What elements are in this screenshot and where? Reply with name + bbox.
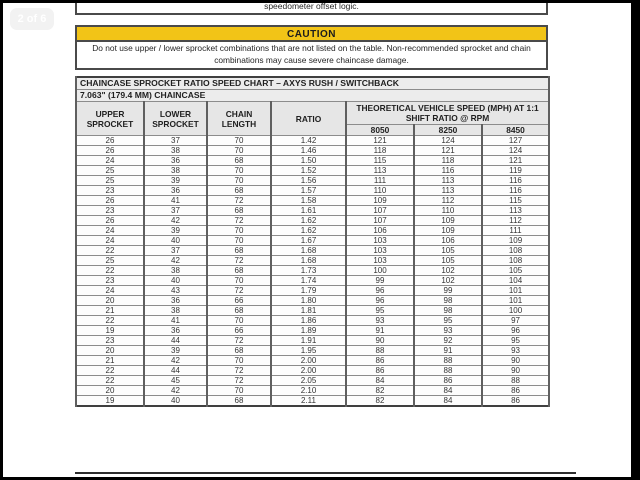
table-cell: 116 [482,176,549,186]
table-cell: 72 [207,336,271,346]
table-cell: 93 [482,346,549,356]
sprocket-ratio-speed-chart [75,76,550,407]
table-cell: 19 [76,326,144,336]
column-header-lower-sprocket: LOWER SPROCKET [144,102,207,136]
table-cell: 1.56 [271,176,346,186]
column-header-rpm-8050: 8050 [346,125,414,136]
table-cell: 24 [76,236,144,246]
table-cell: 22 [76,266,144,276]
table-cell: 22 [76,376,144,386]
table-cell: 68 [207,186,271,196]
table-cell: 98 [414,306,482,316]
table-cell: 90 [482,356,549,366]
table-cell: 88 [414,366,482,376]
table-cell: 1.91 [271,336,346,346]
table-cell: 124 [482,146,549,156]
table-cell: 100 [346,266,414,276]
table-cell: 127 [482,136,549,146]
table-cell: 1.80 [271,296,346,306]
table-cell: 1.61 [271,206,346,216]
table-cell: 37 [144,206,207,216]
table-cell: 96 [346,296,414,306]
table-row [76,306,549,316]
table-cell: 72 [207,256,271,266]
table-cell: 1.58 [271,196,346,206]
table-cell: 23 [76,186,144,196]
table-cell: 22 [76,366,144,376]
table-cell: 86 [482,386,549,396]
table-row [76,256,549,266]
table-row [76,286,549,296]
table-cell: 44 [144,336,207,346]
table-cell: 113 [414,176,482,186]
table-cell: 1.52 [271,166,346,176]
table-cell: 112 [414,196,482,206]
table-cell: 93 [414,326,482,336]
table-cell: 115 [346,156,414,166]
table-cell: 88 [346,346,414,356]
table-row [76,266,549,276]
table-cell: 1.68 [271,256,346,266]
table-cell: 23 [76,336,144,346]
table-cell: 107 [346,216,414,226]
table-cell: 1.95 [271,346,346,356]
table-cell: 121 [482,156,549,166]
table-cell: 43 [144,286,207,296]
table-cell: 2.00 [271,366,346,376]
table-cell: 22 [76,316,144,326]
table-cell: 102 [414,276,482,286]
table-cell: 2.11 [271,396,346,407]
table-cell: 2.10 [271,386,346,396]
table-row [76,346,549,356]
table-cell: 40 [144,396,207,407]
table-cell: 91 [414,346,482,356]
table-cell: 70 [207,356,271,366]
table-row [76,276,549,286]
table-cell: 2.00 [271,356,346,366]
table-cell: 1.50 [271,156,346,166]
table-cell: 97 [482,316,549,326]
table-cell: 99 [414,286,482,296]
table-cell: 68 [207,156,271,166]
table-cell: 109 [482,236,549,246]
table-cell: 107 [346,206,414,216]
table-cell: 70 [207,236,271,246]
table-body [76,136,549,407]
table-title: CHAINCASE SPROCKET RATIO SPEED CHART – AXYS RUSH / SWITCHBACK [76,77,549,90]
table-title-row [76,77,549,90]
table-cell: 109 [346,196,414,206]
table-cell: 115 [482,196,549,206]
table-row [76,326,549,336]
table-cell: 103 [346,236,414,246]
table-cell: 86 [482,396,549,407]
table-cell: 93 [346,316,414,326]
table-cell: 1.89 [271,326,346,336]
table-cell: 1.86 [271,316,346,326]
table-cell: 1.79 [271,286,346,296]
table-cell: 1.62 [271,226,346,236]
table-cell: 95 [346,306,414,316]
table-cell: 70 [207,276,271,286]
table-row [76,386,549,396]
table-cell: 40 [144,276,207,286]
table-cell: 42 [144,386,207,396]
table-cell: 98 [414,296,482,306]
table-cell: 26 [76,196,144,206]
table-cell: 68 [207,306,271,316]
table-cell: 70 [207,226,271,236]
table-cell: 121 [346,136,414,146]
table-cell: 96 [346,286,414,296]
table-cell: 100 [482,306,549,316]
table-cell: 26 [76,216,144,226]
table-cell: 36 [144,296,207,306]
caution-header: CAUTION [77,27,546,42]
caution-text: Do not use upper / lower sprocket combinations that are not listed on the table. Non-recommended sprocket and chain combinations may cause severe chaincase damage. [92,43,531,65]
table-cell: 38 [144,166,207,176]
table-row [76,366,549,376]
table-cell: 82 [346,396,414,407]
speedometer-note-box [75,3,548,15]
column-header-ratio: RATIO [271,102,346,136]
table-cell: 101 [482,286,549,296]
table-cell: 1.57 [271,186,346,196]
table-cell: 38 [144,306,207,316]
table-row [76,206,549,216]
table-cell: 38 [144,146,207,156]
table-cell: 92 [414,336,482,346]
table-cell: 86 [414,376,482,386]
table-row [76,176,549,186]
table-cell: 109 [414,226,482,236]
table-subtitle-row [76,90,549,102]
table-cell: 42 [144,356,207,366]
table-cell: 72 [207,216,271,226]
table-cell: 124 [414,136,482,146]
table-cell: 70 [207,316,271,326]
table-cell: 116 [414,166,482,176]
table-cell: 42 [144,256,207,266]
table-cell: 1.42 [271,136,346,146]
table-cell: 19 [76,396,144,407]
table-cell: 26 [76,136,144,146]
table-cell: 118 [346,146,414,156]
table-cell: 36 [144,326,207,336]
table-cell: 20 [76,386,144,396]
table-cell: 66 [207,326,271,336]
page-indicator-badge: 2 of 6 [10,8,54,30]
table-cell: 41 [144,316,207,326]
table-row [76,316,549,326]
table-cell: 68 [207,206,271,216]
table-cell: 25 [76,176,144,186]
table-cell: 109 [414,216,482,226]
table-cell: 70 [207,386,271,396]
table-cell: 66 [207,296,271,306]
table-cell: 105 [414,256,482,266]
table-cell: 113 [346,166,414,176]
table-cell: 101 [482,296,549,306]
table-cell: 72 [207,286,271,296]
table-cell: 1.62 [271,216,346,226]
column-header-chain-length: CHAIN LENGTH [207,102,271,136]
table-row [76,186,549,196]
table-cell: 111 [482,226,549,236]
table-cell: 113 [482,206,549,216]
table-cell: 86 [346,356,414,366]
column-header-rpm-8250: 8250 [414,125,482,136]
table-cell: 40 [144,236,207,246]
table-cell: 102 [414,266,482,276]
table-cell: 37 [144,136,207,146]
table-cell: 84 [414,386,482,396]
table-cell: 84 [414,396,482,407]
document-page [3,3,631,477]
table-row [76,396,549,407]
column-header-speed-group: THEORETICAL VEHICLE SPEED (MPH) AT 1:1 SHIFT RATIO @ RPM [346,102,549,125]
table-row [76,156,549,166]
table-cell: 106 [346,226,414,236]
table-row [76,376,549,386]
table-cell: 86 [346,366,414,376]
table-cell: 90 [482,366,549,376]
table-cell: 23 [76,276,144,286]
table-cell: 72 [207,366,271,376]
table-header-row [76,102,549,125]
table-cell: 39 [144,346,207,356]
table-cell: 88 [414,356,482,366]
table-cell: 37 [144,246,207,256]
table-cell: 36 [144,156,207,166]
table-cell: 1.67 [271,236,346,246]
table-row [76,196,549,206]
table-cell: 68 [207,246,271,256]
column-header-upper-sprocket: UPPER SPROCKET [76,102,144,136]
table-cell: 41 [144,196,207,206]
table-cell: 20 [76,296,144,306]
table-cell: 68 [207,396,271,407]
table-cell: 91 [346,326,414,336]
table-cell: 38 [144,266,207,276]
table-row [76,246,549,256]
table-cell: 119 [482,166,549,176]
table-row [76,216,549,226]
table-cell: 104 [482,276,549,286]
table-cell: 39 [144,176,207,186]
table-cell: 95 [482,336,549,346]
table-cell: 21 [76,306,144,316]
table-cell: 88 [482,376,549,386]
table-cell: 24 [76,156,144,166]
table-cell: 44 [144,366,207,376]
column-header-rpm-8450: 8450 [482,125,549,136]
table-cell: 105 [414,246,482,256]
table-cell: 1.81 [271,306,346,316]
table-cell: 112 [482,216,549,226]
table-cell: 70 [207,146,271,156]
table-cell: 116 [482,186,549,196]
page-footer-rule [75,472,576,474]
table-cell: 72 [207,196,271,206]
table-cell: 1.73 [271,266,346,276]
table-row [76,136,549,146]
table-cell: 1.68 [271,246,346,256]
table-cell: 20 [76,346,144,356]
table-cell: 111 [346,176,414,186]
table-cell: 110 [346,186,414,196]
table-cell: 68 [207,346,271,356]
table-cell: 110 [414,206,482,216]
table-cell: 103 [346,256,414,266]
table-cell: 72 [207,376,271,386]
table-cell: 22 [76,246,144,256]
table-row [76,236,549,246]
table-cell: 70 [207,136,271,146]
table-cell: 108 [482,246,549,256]
table-row [76,356,549,366]
table-row [76,146,549,156]
table-cell: 108 [482,256,549,266]
table-cell: 2.05 [271,376,346,386]
table-cell: 90 [346,336,414,346]
table-cell: 96 [482,326,549,336]
table-cell: 21 [76,356,144,366]
table-cell: 26 [76,146,144,156]
caution-box [75,25,548,70]
table-cell: 103 [346,246,414,256]
table-cell: 24 [76,286,144,296]
table-cell: 23 [76,206,144,216]
table-cell: 1.46 [271,146,346,156]
table-cell: 106 [414,236,482,246]
table-cell: 105 [482,266,549,276]
table-cell: 25 [76,256,144,266]
table-cell: 39 [144,226,207,236]
table-cell: 121 [414,146,482,156]
table-cell: 42 [144,216,207,226]
table-row [76,226,549,236]
speedometer-note-text: speedometer offset logic. [264,3,359,11]
table-cell: 24 [76,226,144,236]
table-subtitle: 7.063" (179.4 MM) CHAINCASE [76,90,549,102]
table-cell: 82 [346,386,414,396]
table-row [76,336,549,346]
table-cell: 68 [207,266,271,276]
table-cell: 118 [414,156,482,166]
table-cell: 25 [76,166,144,176]
table-cell: 70 [207,166,271,176]
table-cell: 45 [144,376,207,386]
table-cell: 36 [144,186,207,196]
table-cell: 84 [346,376,414,386]
table-row [76,166,549,176]
table-row [76,296,549,306]
table-cell: 99 [346,276,414,286]
table-cell: 1.74 [271,276,346,286]
table-cell: 95 [414,316,482,326]
table-cell: 70 [207,176,271,186]
table-cell: 113 [414,186,482,196]
